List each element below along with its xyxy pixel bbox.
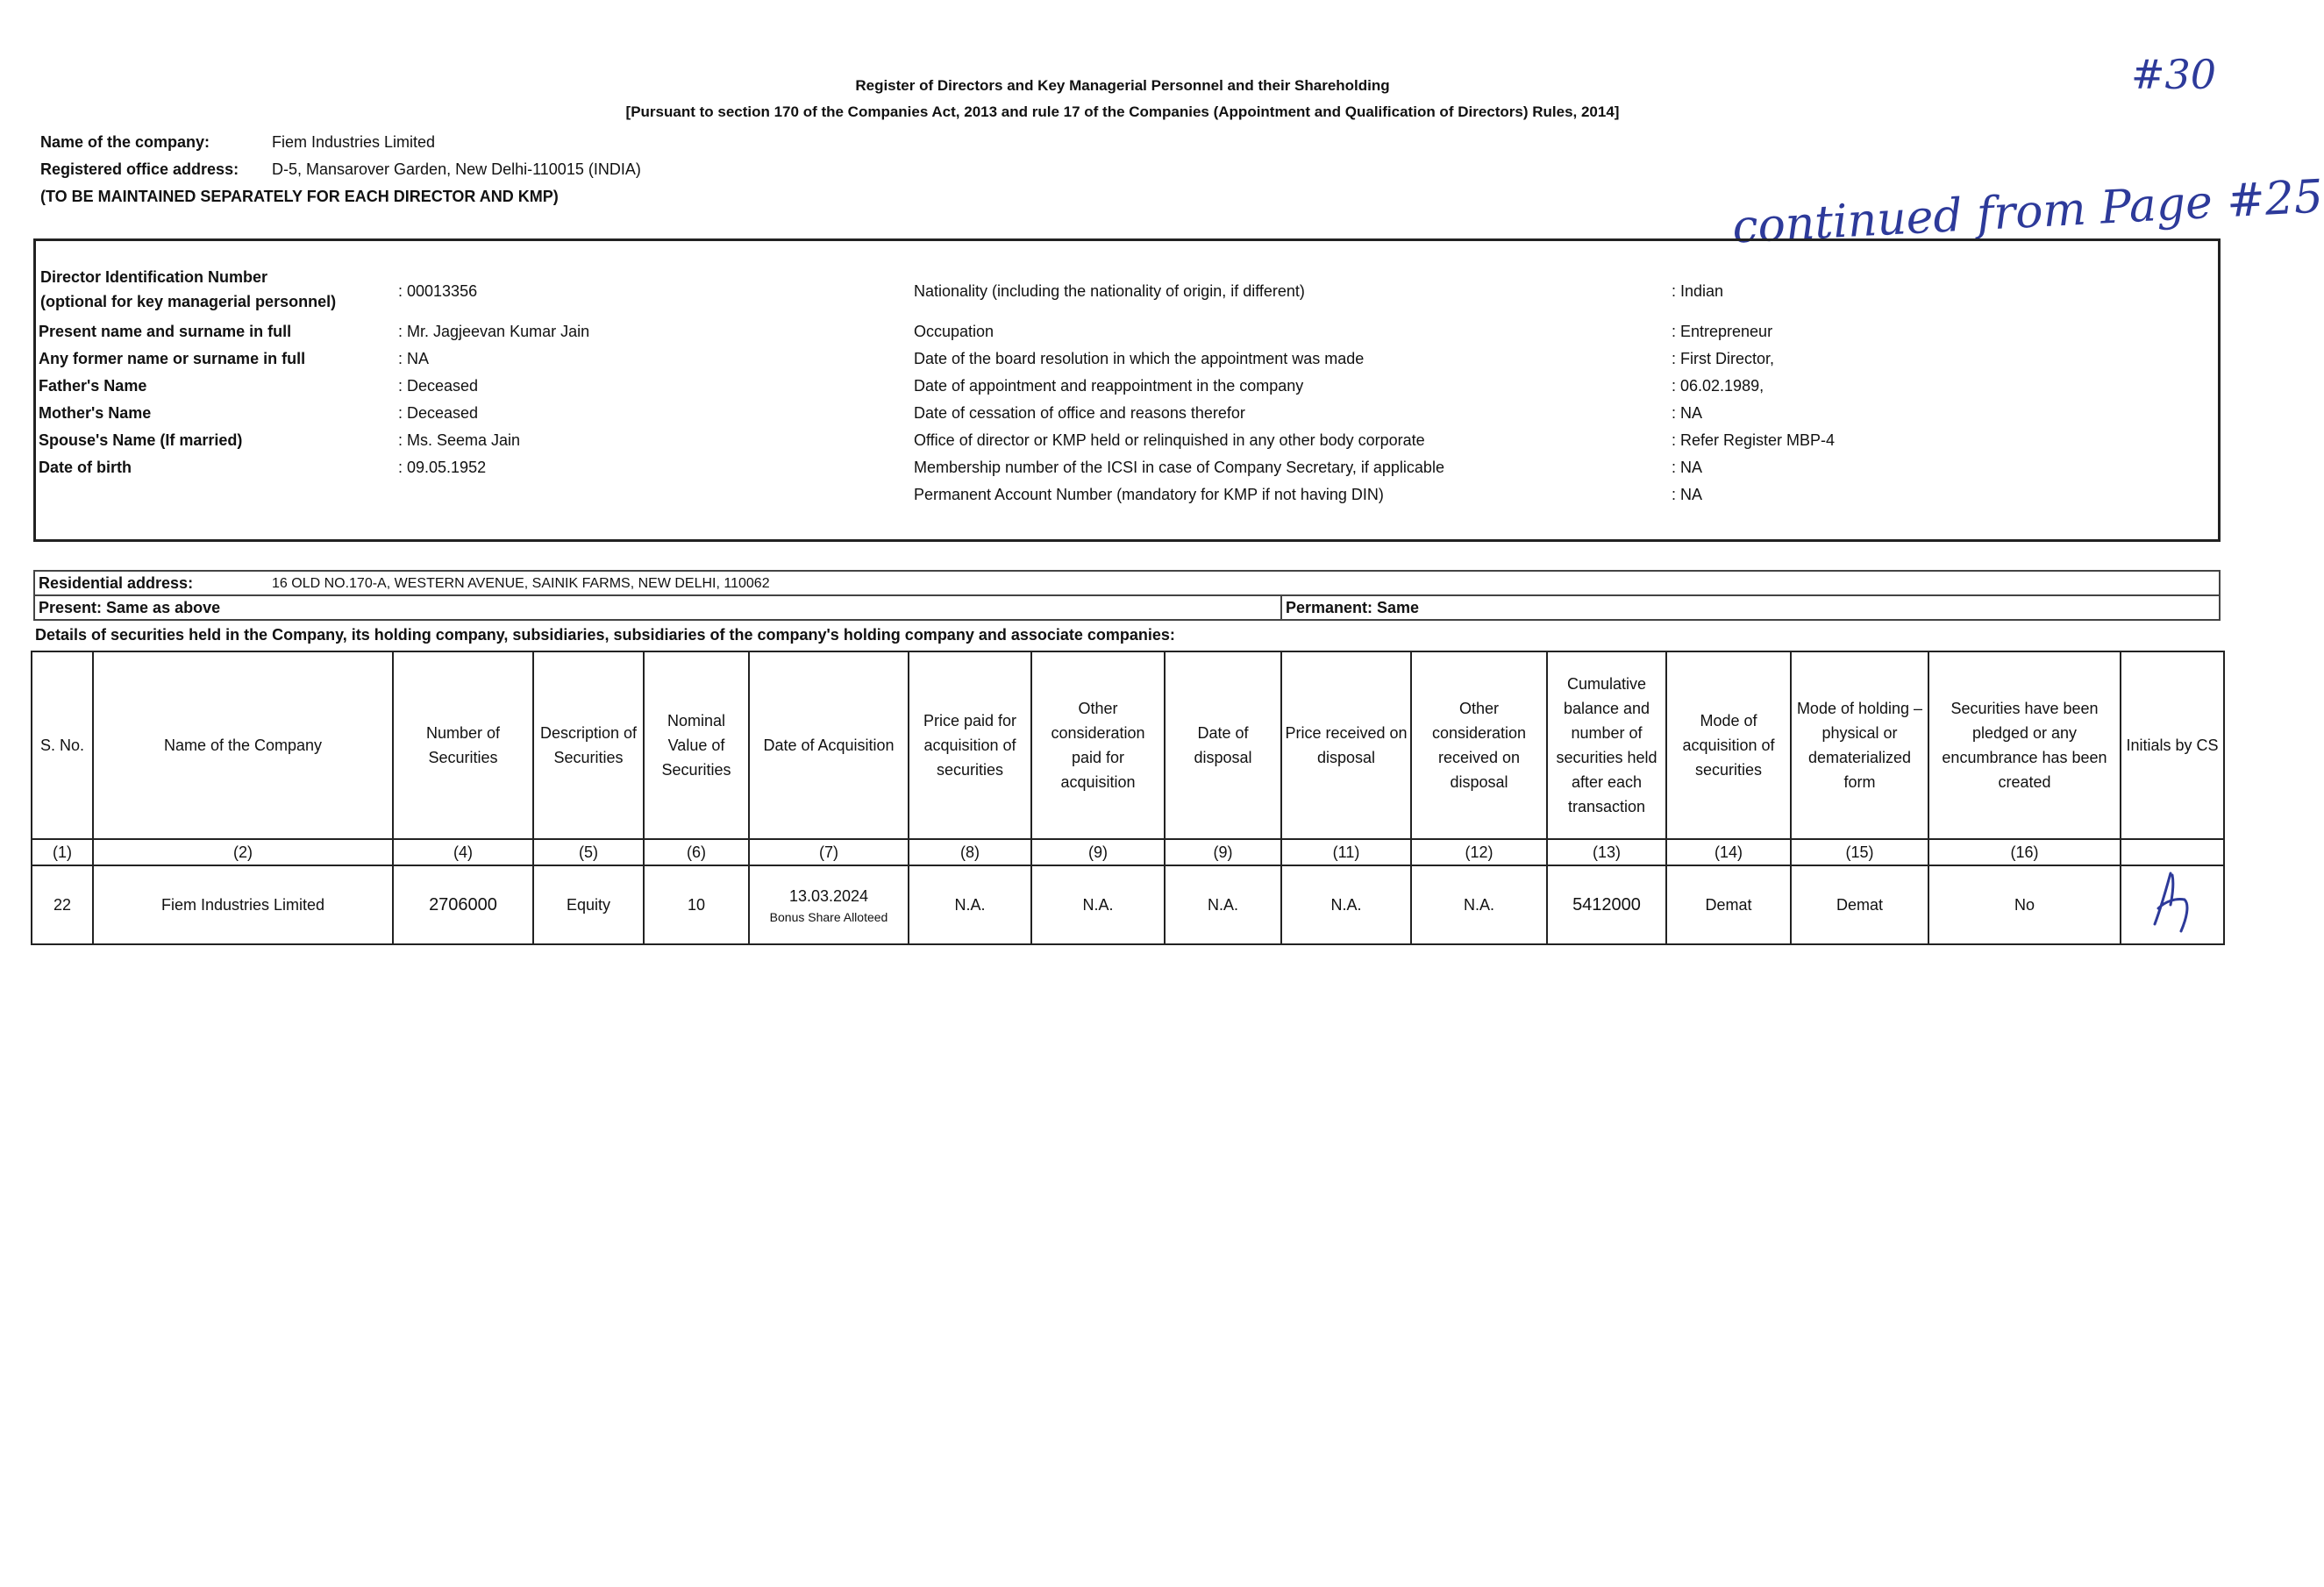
securities-caption: Details of securities held in the Company, its holding company, subsidiaries, subsidiaries of the company's holding company and associate companies:: [35, 626, 1175, 644]
column-number-cell: (11): [1281, 839, 1411, 865]
header-cell: Name of the Company: [93, 651, 393, 839]
column-number-cell: (12): [1411, 839, 1547, 865]
header-cell: S. No.: [32, 651, 93, 839]
nationality-label: Nationality (including the nationality of origin, if different): [914, 282, 1305, 300]
nominal-value-cell: 10: [644, 865, 749, 944]
icsi-membership-value: : NA: [1672, 459, 1703, 476]
father-name-value: : Deceased: [398, 377, 479, 395]
column-number-cell: (13): [1547, 839, 1666, 865]
nationality-value: : Indian: [1672, 282, 1724, 300]
other-office-value: : Refer Register MBP-4: [1672, 431, 1836, 449]
header-cell: Other consideration paid for acquisition: [1031, 651, 1165, 839]
column-number-cell: (2): [93, 839, 393, 865]
spouse-name-label: Spouse's Name (If married): [39, 431, 243, 449]
column-number-cell: (16): [1928, 839, 2121, 865]
table-row: [32, 865, 2224, 944]
header-cell: Nominal Value of Securities: [644, 651, 749, 839]
appointment-date-label: Date of appointment and reappointment in the company: [914, 377, 1304, 395]
number-of-securities-cell: 2706000: [393, 865, 533, 944]
company-name-cell: Fiem Industries Limited: [93, 865, 393, 944]
former-name-label: Any former name or surname in full: [39, 350, 306, 367]
former-name-value: : NA: [398, 350, 430, 367]
occupation-value: : Entrepreneur: [1672, 323, 1773, 340]
column-number-cell: (9): [1165, 839, 1281, 865]
header-cell: Mode of holding – physical or dematerialized form: [1791, 651, 1928, 839]
icsi-membership-label: Membership number of the ICSI in case of Company Secretary, if applicable: [914, 459, 1444, 476]
present-address: Present: Same as above: [39, 599, 221, 616]
table-header-row: [32, 651, 2224, 839]
column-number-cell: (4): [393, 839, 533, 865]
header-cell: Other consideration received on disposal: [1411, 651, 1547, 839]
dob-label: Date of birth: [39, 459, 132, 476]
residential-address-value: 16 OLD NO.170-A, WESTERN AVENUE, SAINIK FARMS, NEW DELHI, 110062: [272, 576, 770, 591]
mode-of-acquisition-cell: Demat: [1666, 865, 1791, 944]
column-number-cell: (8): [909, 839, 1031, 865]
initials-cell: [2121, 865, 2224, 944]
pledged-cell: No: [1928, 865, 2121, 944]
board-resolution-value: : First Director,: [1672, 350, 1775, 367]
header-cell: Price received on disposal: [1281, 651, 1411, 839]
pan-label: Permanent Account Number (mandatory for KMP if not having DIN): [914, 486, 1384, 503]
mother-name-value: : Deceased: [398, 404, 479, 422]
column-number-cell: (6): [644, 839, 749, 865]
header-cell: Securities have been pledged or any encumbrance has been created: [1928, 651, 2121, 839]
maintain-note: (TO BE MAINTAINED SEPARATELY FOR EACH DIRECTOR AND KMP): [40, 188, 559, 205]
header-cell: Mode of acquisition of securities: [1666, 651, 1791, 839]
present-address-cell: [33, 594, 1282, 621]
present-name-label: Present name and surname in full: [39, 323, 292, 340]
column-number-cell: (14): [1666, 839, 1791, 865]
description-cell: Equity: [533, 865, 644, 944]
header-cell: Date of Acquisition: [749, 651, 909, 839]
din-label-note: (optional for key managerial personnel): [40, 293, 337, 310]
header-cell: Date of disposal: [1165, 651, 1281, 839]
date-of-acquisition: 13.03.2024: [788, 887, 869, 905]
cessation-label: Date of cessation of office and reasons therefor: [914, 404, 1245, 422]
sno-cell: 22: [32, 865, 93, 944]
residential-address-row: [33, 570, 2221, 596]
other-office-label: Office of director or KMP held or relinquished in any other body corporate: [914, 431, 1425, 449]
din-value: : 00013356: [398, 282, 478, 300]
column-number-cell: (9): [1031, 839, 1165, 865]
column-number-cell: (7): [749, 839, 909, 865]
permanent-address-cell: [1280, 594, 2221, 621]
father-name-label: Father's Name: [39, 377, 147, 395]
pan-value: : NA: [1672, 486, 1703, 503]
header-cell: Cumulative balance and number of securities held after each transaction: [1547, 651, 1666, 839]
header-cell: Number of Securities: [393, 651, 533, 839]
date-of-acquisition-note: Bonus Share Alloteed: [769, 910, 888, 924]
column-number-cell: (5): [533, 839, 644, 865]
residential-address-label: Residential address:: [39, 574, 194, 592]
din-label: Director Identification Number: [40, 268, 268, 286]
dob-value: : 09.05.1952: [398, 459, 487, 476]
present-name-value: : Mr. Jagjeevan Kumar Jain: [398, 323, 590, 340]
column-number-cell: (15): [1791, 839, 1928, 865]
date-of-disposal-cell: N.A.: [1165, 865, 1281, 944]
occupation-label: Occupation: [914, 323, 994, 340]
initials-signature-icon: [2146, 866, 2199, 936]
permanent-address: Permanent: Same: [1286, 599, 1420, 616]
spouse-name-value: : Ms. Seema Jain: [398, 431, 521, 449]
securities-table: [31, 651, 2225, 945]
other-consideration-paid-cell: N.A.: [1031, 865, 1165, 944]
company-name-label: Name of the company:: [40, 133, 210, 151]
price-paid-cell: N.A.: [909, 865, 1031, 944]
mother-name-label: Mother's Name: [39, 404, 152, 422]
register-subtitle: [Pursuant to section 170 of the Companies Act, 2013 and rule 17 of the Companies (Appointment and Qualification of Directors) Rules, 2014]: [625, 103, 1620, 120]
other-consideration-received-cell: N.A.: [1411, 865, 1547, 944]
board-resolution-label: Date of the board resolution in which the appointment was made: [914, 350, 1365, 367]
header-cell: Initials by CS: [2121, 651, 2224, 839]
company-name-value: Fiem Industries Limited: [272, 133, 436, 151]
column-number-cell: (1): [32, 839, 93, 865]
price-received-cell: N.A.: [1281, 865, 1411, 944]
cumulative-balance-cell: 5412000: [1547, 865, 1666, 944]
header-cell: Price paid for acquisition of securities: [909, 651, 1031, 839]
appointment-date-value: : 06.02.1989,: [1672, 377, 1764, 395]
register-title: Register of Directors and Key Managerial Personnel and their Shareholding: [855, 77, 1390, 94]
column-number-cell: [2121, 839, 2224, 865]
date-of-acquisition-cell: [749, 865, 909, 944]
handwritten-page-number: #30: [2131, 51, 2217, 98]
handwritten-continued-note: continued from Page #25: [1730, 170, 2324, 254]
cessation-value: : NA: [1672, 404, 1703, 422]
column-number-row: [32, 839, 2224, 865]
mode-of-holding-cell: Demat: [1791, 865, 1928, 944]
header-cell: Description of Securities: [533, 651, 644, 839]
office-address-value: D-5, Mansarover Garden, New Delhi-110015 (INDIA): [272, 160, 641, 178]
office-address-label: Registered office address:: [40, 160, 239, 178]
